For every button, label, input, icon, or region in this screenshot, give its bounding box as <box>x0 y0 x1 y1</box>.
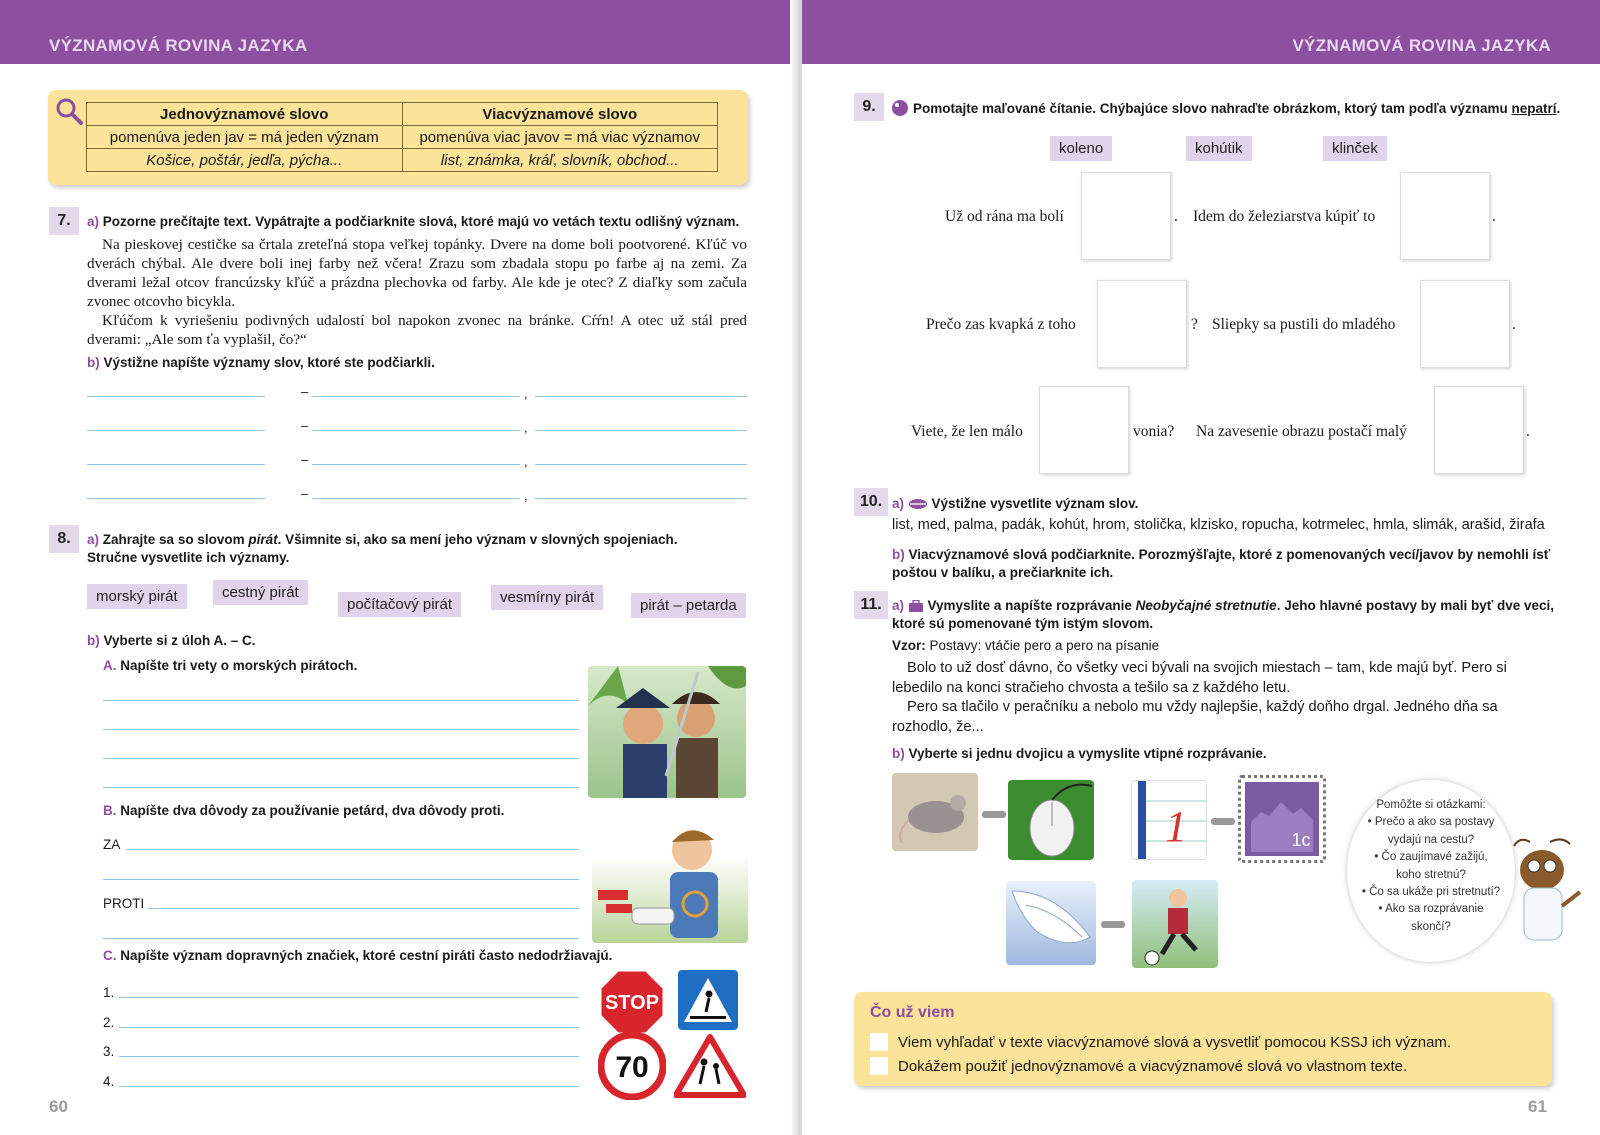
injured-boy-illustration <box>592 818 748 943</box>
task-text: Vyberte si z úloh A. – C. <box>103 633 256 648</box>
task-letter: a) <box>892 496 905 511</box>
task10-b-instruction <box>892 546 1552 582</box>
dash-text: – <box>301 452 309 467</box>
task-number: 10. <box>854 488 888 516</box>
word-chip: klinček <box>1323 136 1387 161</box>
right-page <box>802 0 1600 1135</box>
word-chip: koleno <box>1050 136 1112 161</box>
notebook-digit: 1 <box>1165 802 1187 851</box>
pirates-illustration <box>588 666 746 798</box>
dash-text: – <box>301 486 309 501</box>
task-letter: B. <box>103 803 117 818</box>
palette-icon <box>891 99 909 117</box>
list-number: 4. <box>103 1074 115 1089</box>
table-header: Viacvýznamové slovo <box>402 103 718 126</box>
task9-instruction <box>913 100 1593 118</box>
table-cell: pomenúva viac javov = má viac významov <box>402 126 718 149</box>
hint-line: koho stretnú? <box>1396 868 1466 881</box>
answer-line[interactable] <box>312 464 520 465</box>
definition-box <box>48 90 748 185</box>
postage-stamp-picture <box>1238 775 1326 863</box>
pirates-icon <box>588 666 746 798</box>
task-letter: a) <box>892 598 905 613</box>
story-paragraph: Bolo to už dosť dávno, čo všetky veci bývali na svojich miestach – tam, kde majú byť. Pero si lebedilo na konci stračieho chvosta a tešilo sa z každého letu. <box>892 660 1507 696</box>
vzor-text: Postavy: vtáčie pero a pero na písanie <box>929 638 1160 653</box>
computer-mouse-icon <box>1008 780 1094 860</box>
speed-limit-sign-icon <box>598 1032 666 1100</box>
task-text: Vymyslite a napíšte rozprávanie <box>927 598 1136 613</box>
picture-answer-box[interactable] <box>1081 172 1171 260</box>
self-check-checkbox[interactable] <box>870 1033 888 1051</box>
table-cell: list, známka, kráľ, slovník, obchod... <box>402 149 718 172</box>
answer-line[interactable] <box>535 498 747 499</box>
answer-line[interactable] <box>103 700 579 701</box>
phrase-chip: cestný pirát <box>213 580 308 605</box>
picture-sentence: Sliepky sa pustili do mladého <box>1212 316 1396 333</box>
answer-line[interactable] <box>103 879 579 880</box>
task8-A-instruction <box>103 657 357 675</box>
co-uz-viem-title: Čo už viem <box>870 1004 955 1021</box>
task-letter: A. <box>103 658 117 673</box>
left-page <box>0 0 798 1135</box>
dash-text: – <box>301 418 309 433</box>
task11-b-instruction <box>892 745 1267 763</box>
sentence-end: . <box>1492 208 1496 225</box>
hint-line: • Čo sa ukáže pri stretnutí? <box>1361 886 1501 899</box>
right-header-title: VÝZNAMOVÁ ROVINA JAZYKA <box>1292 36 1551 55</box>
comma-text: , <box>524 454 528 469</box>
page-number: 61 <box>1528 1097 1547 1116</box>
story-paragraph: Pero sa tlačilo v peračníku a nebolo mu vždy najlepšie, každý doňho drgal. Jedného dňa sa rozhodlo, že... <box>892 699 1498 735</box>
hint-line: • Prečo a ako sa postavy <box>1367 816 1495 829</box>
answer-line[interactable] <box>103 938 579 939</box>
comma-text: , <box>524 386 528 401</box>
bug-mascot-icon <box>1510 836 1590 948</box>
picture-answer-box[interactable] <box>1420 280 1510 368</box>
task-text: Napíšte význam dopravných značiek, ktoré cestní piráti často nedodržiavajú. <box>120 948 613 963</box>
boy-with-petard-icon <box>592 818 748 943</box>
task7-a-instruction <box>87 213 787 231</box>
answer-line[interactable] <box>87 498 265 499</box>
task7-paragraph: Kľúčom k vyriešeniu podivných udalostí bol napokon zvonec na bránke. Cŕŕn! A otec už stál pred dverami: „Ale som ťa vyplašil, čo?“ <box>87 312 747 348</box>
task7-b-instruction <box>87 354 787 372</box>
co-uz-viem-box <box>854 992 1552 1086</box>
pedestrian-crossing-sign-icon <box>676 968 740 1032</box>
list-number: 2. <box>103 1015 115 1030</box>
speed-limit-text: 70 <box>615 1051 649 1084</box>
hint-line: skončí? <box>1411 920 1451 933</box>
bird-wing-icon <box>1006 881 1096 965</box>
task-text: Vyberte si jednu dvojicu a vymyslite vtipné rozprávanie. <box>908 746 1267 761</box>
answer-line[interactable] <box>87 396 265 397</box>
task-text: Stručne vysvetlite ich významy. <box>87 550 290 565</box>
task-letter: C. <box>103 948 117 963</box>
proti-label: PROTI <box>103 896 145 911</box>
task-text: Pozorne prečítajte text. Vypátrajte a podčiarknite slová, ktoré majú vo vetách textu odlišný význam. <box>102 214 740 229</box>
picture-sentence: Na zavesenie obrazu postačí malý <box>1196 423 1407 440</box>
task-text: Viacvýznamové slová podčiarknite. Porozmýšľajte, ktoré z pomenovaných vecí/javov by nemohli ísť poštou v balíku, a prečiarknite ich. <box>892 547 1551 580</box>
task-text: Napíšte tri vety o morských pirátoch. <box>120 658 358 673</box>
mouse-animal-picture <box>892 773 978 851</box>
right-header-bar <box>802 0 1600 64</box>
task8-a-instruction <box>87 531 787 567</box>
magnifier-icon <box>54 96 84 126</box>
answer-line[interactable] <box>312 396 520 397</box>
notebook-picture <box>1131 780 1207 860</box>
sentence-end: . <box>1174 208 1178 225</box>
answer-line[interactable] <box>119 997 579 998</box>
table-cell: Košice, poštár, jedľa, pýcha... <box>87 149 403 172</box>
task-text: Napíšte dva dôvody za používanie petárd, dva dôvody proti. <box>120 803 505 818</box>
computer-mouse-picture <box>1008 780 1094 860</box>
task-text: ktoré sú pomenované tým istým slovom. <box>892 616 1154 631</box>
left-header-title: VÝZNAMOVÁ ROVINA JAZYKA <box>49 36 308 55</box>
list-number: 3. <box>103 1044 115 1059</box>
lips-icon <box>908 498 928 510</box>
answer-line[interactable] <box>87 464 265 465</box>
dash-text: – <box>301 384 309 399</box>
picture-sentence: Viete, že len málo <box>911 423 1023 440</box>
task-letter: b) <box>892 746 905 761</box>
wing-feather-picture <box>1006 881 1096 965</box>
task-letter: b) <box>87 355 100 370</box>
phrase-chip: morský pirát <box>87 584 187 609</box>
briefcase-icon <box>908 600 924 612</box>
sentence-end: vonia? <box>1133 423 1175 440</box>
phrase-chip: vesmírny pirát <box>491 585 603 610</box>
task-number: 8. <box>49 525 79 553</box>
task-text: Zahrajte sa so slovom <box>102 532 249 547</box>
answer-line[interactable] <box>119 1027 579 1028</box>
sentence-end: . <box>1526 423 1530 440</box>
word-chip: kohútik <box>1186 136 1252 161</box>
table-cell: pomenúva jeden jav = má jeden význam <box>87 126 403 149</box>
task-letter: a) <box>87 532 100 547</box>
hint-line: Pomôžte si otázkami: <box>1376 799 1486 811</box>
task-letter: b) <box>892 547 905 562</box>
pair-connector <box>1101 921 1125 928</box>
task10-word-list: list, med, palma, padák, kohút, hrom, stolička, klzisko, ropucha, kotrmelec, hmla, slimák, arašid, žirafa <box>892 517 1545 533</box>
picture-answer-box[interactable] <box>1434 386 1524 474</box>
list-number: 1. <box>103 985 115 1000</box>
football-player-picture <box>1132 880 1218 968</box>
answer-line[interactable] <box>103 729 579 730</box>
task8-C-instruction <box>103 947 612 965</box>
notebook-icon <box>1132 781 1207 860</box>
task11-a-instruction <box>892 597 1572 633</box>
picture-answer-box[interactable] <box>1097 280 1187 368</box>
picture-answer-box[interactable] <box>1039 386 1129 474</box>
answer-line[interactable] <box>535 430 747 431</box>
self-check-checkbox[interactable] <box>870 1057 888 1075</box>
task-number: 11. <box>854 591 888 619</box>
sentence-end: . <box>1512 316 1516 333</box>
picture-sentence: Už od rána ma bolí <box>945 208 1064 225</box>
task10-a-instruction <box>892 495 1138 513</box>
vzor-label: Vzor: <box>892 638 926 653</box>
children-warning-sign-icon <box>674 1034 746 1098</box>
table-header: Jednovýznamové slovo <box>87 103 403 126</box>
task8-b-instruction <box>87 632 256 650</box>
task-text: Výstižne napíšte významy slov, ktoré ste podčiarkli. <box>103 355 435 370</box>
answer-line[interactable] <box>148 908 579 909</box>
answer-line[interactable] <box>103 787 579 788</box>
phrase-chip: počítačový pirát <box>338 592 461 617</box>
za-label: ZA <box>103 837 121 852</box>
self-check-item: Dokážem použiť jednovýznamové a viacvýznamové slová vo vlastnom texte. <box>898 1058 1408 1075</box>
answer-line[interactable] <box>103 758 579 759</box>
answer-line[interactable] <box>87 430 265 431</box>
hint-line: vydajú na cestu? <box>1387 833 1475 846</box>
page-number: 60 <box>49 1097 68 1116</box>
task-text: . Jeho hlavné postavy by mali byť dve veci, <box>1276 598 1555 613</box>
vzor-line <box>892 637 1159 655</box>
pair-connector <box>982 811 1006 818</box>
answer-line[interactable] <box>119 1086 579 1087</box>
answer-line[interactable] <box>312 430 520 431</box>
task-text: Výstižne vysvetlite význam slov. <box>931 496 1139 511</box>
picture-answer-box[interactable] <box>1400 172 1490 260</box>
self-check-item: Viem vyhľadať v texte viacvýznamové slová a vysvetliť pomocou KSSJ ich význam. <box>898 1034 1452 1051</box>
task-text: . <box>1556 101 1561 116</box>
postage-stamp-icon <box>1241 778 1323 860</box>
task-text: . Všimnite si, ako sa mení jeho význam v slovných spojeniach. <box>277 532 678 547</box>
picture-sentence: Idem do železiarstva kúpiť to <box>1193 208 1376 225</box>
answer-line[interactable] <box>535 396 747 397</box>
answer-line[interactable] <box>119 1056 579 1057</box>
task-number: 7. <box>49 207 79 235</box>
task-text: Pomotajte maľované čítanie. Chýbajúce slovo nahraďte obrázkom, ktorý tam podľa významu <box>913 101 1512 116</box>
pair-connector <box>1211 818 1235 825</box>
definition-table <box>86 102 718 172</box>
left-header-bar <box>0 0 798 64</box>
answer-line[interactable] <box>126 849 579 850</box>
sentence-end: ? <box>1191 316 1198 333</box>
task-number: 9. <box>854 93 884 121</box>
stop-sign-icon <box>598 968 666 1036</box>
task7-paragraph: Na pieskovej cestičke sa črtala zreteľná stopa veľkej topánky. Dvere na dome boli pootvorené. Kľúč vo dverách chýbal. Ale dvere boli inej farby než včera! Zrazu som zbadala stopu po farbe aj na zemi. Za dverami ležal otcov francúzsky kľúč a prázdna plechovka od farby. Ale kde je otec? Z diaľky som začula zvonec otcovho bicykla. <box>87 236 747 310</box>
stop-sign-text: STOP <box>604 992 660 1014</box>
task-letter: a) <box>87 214 100 229</box>
hint-line: • Čo zaujímavé zažijú, <box>1374 851 1488 864</box>
task8-B-instruction <box>103 802 504 820</box>
answer-line[interactable] <box>535 464 747 465</box>
stamp-value: 1c <box>1291 830 1311 850</box>
picture-sentence: Prečo zas kvapká z toho <box>926 316 1076 333</box>
hint-questions <box>1357 797 1505 936</box>
comma-text: , <box>524 420 528 435</box>
task-word: pirát <box>248 532 278 547</box>
story-title: Neobyčajné stretnutie <box>1135 598 1277 613</box>
comma-text: , <box>524 488 528 503</box>
football-player-icon <box>1132 880 1218 968</box>
phrase-chip: pirát – petarda <box>631 593 746 618</box>
task-underlined-word: nepatrí <box>1511 101 1557 116</box>
answer-line[interactable] <box>312 498 520 499</box>
hint-line: • Ako sa rozprávanie <box>1378 903 1484 916</box>
mouse-animal-icon <box>892 773 978 851</box>
task-letter: b) <box>87 633 100 648</box>
